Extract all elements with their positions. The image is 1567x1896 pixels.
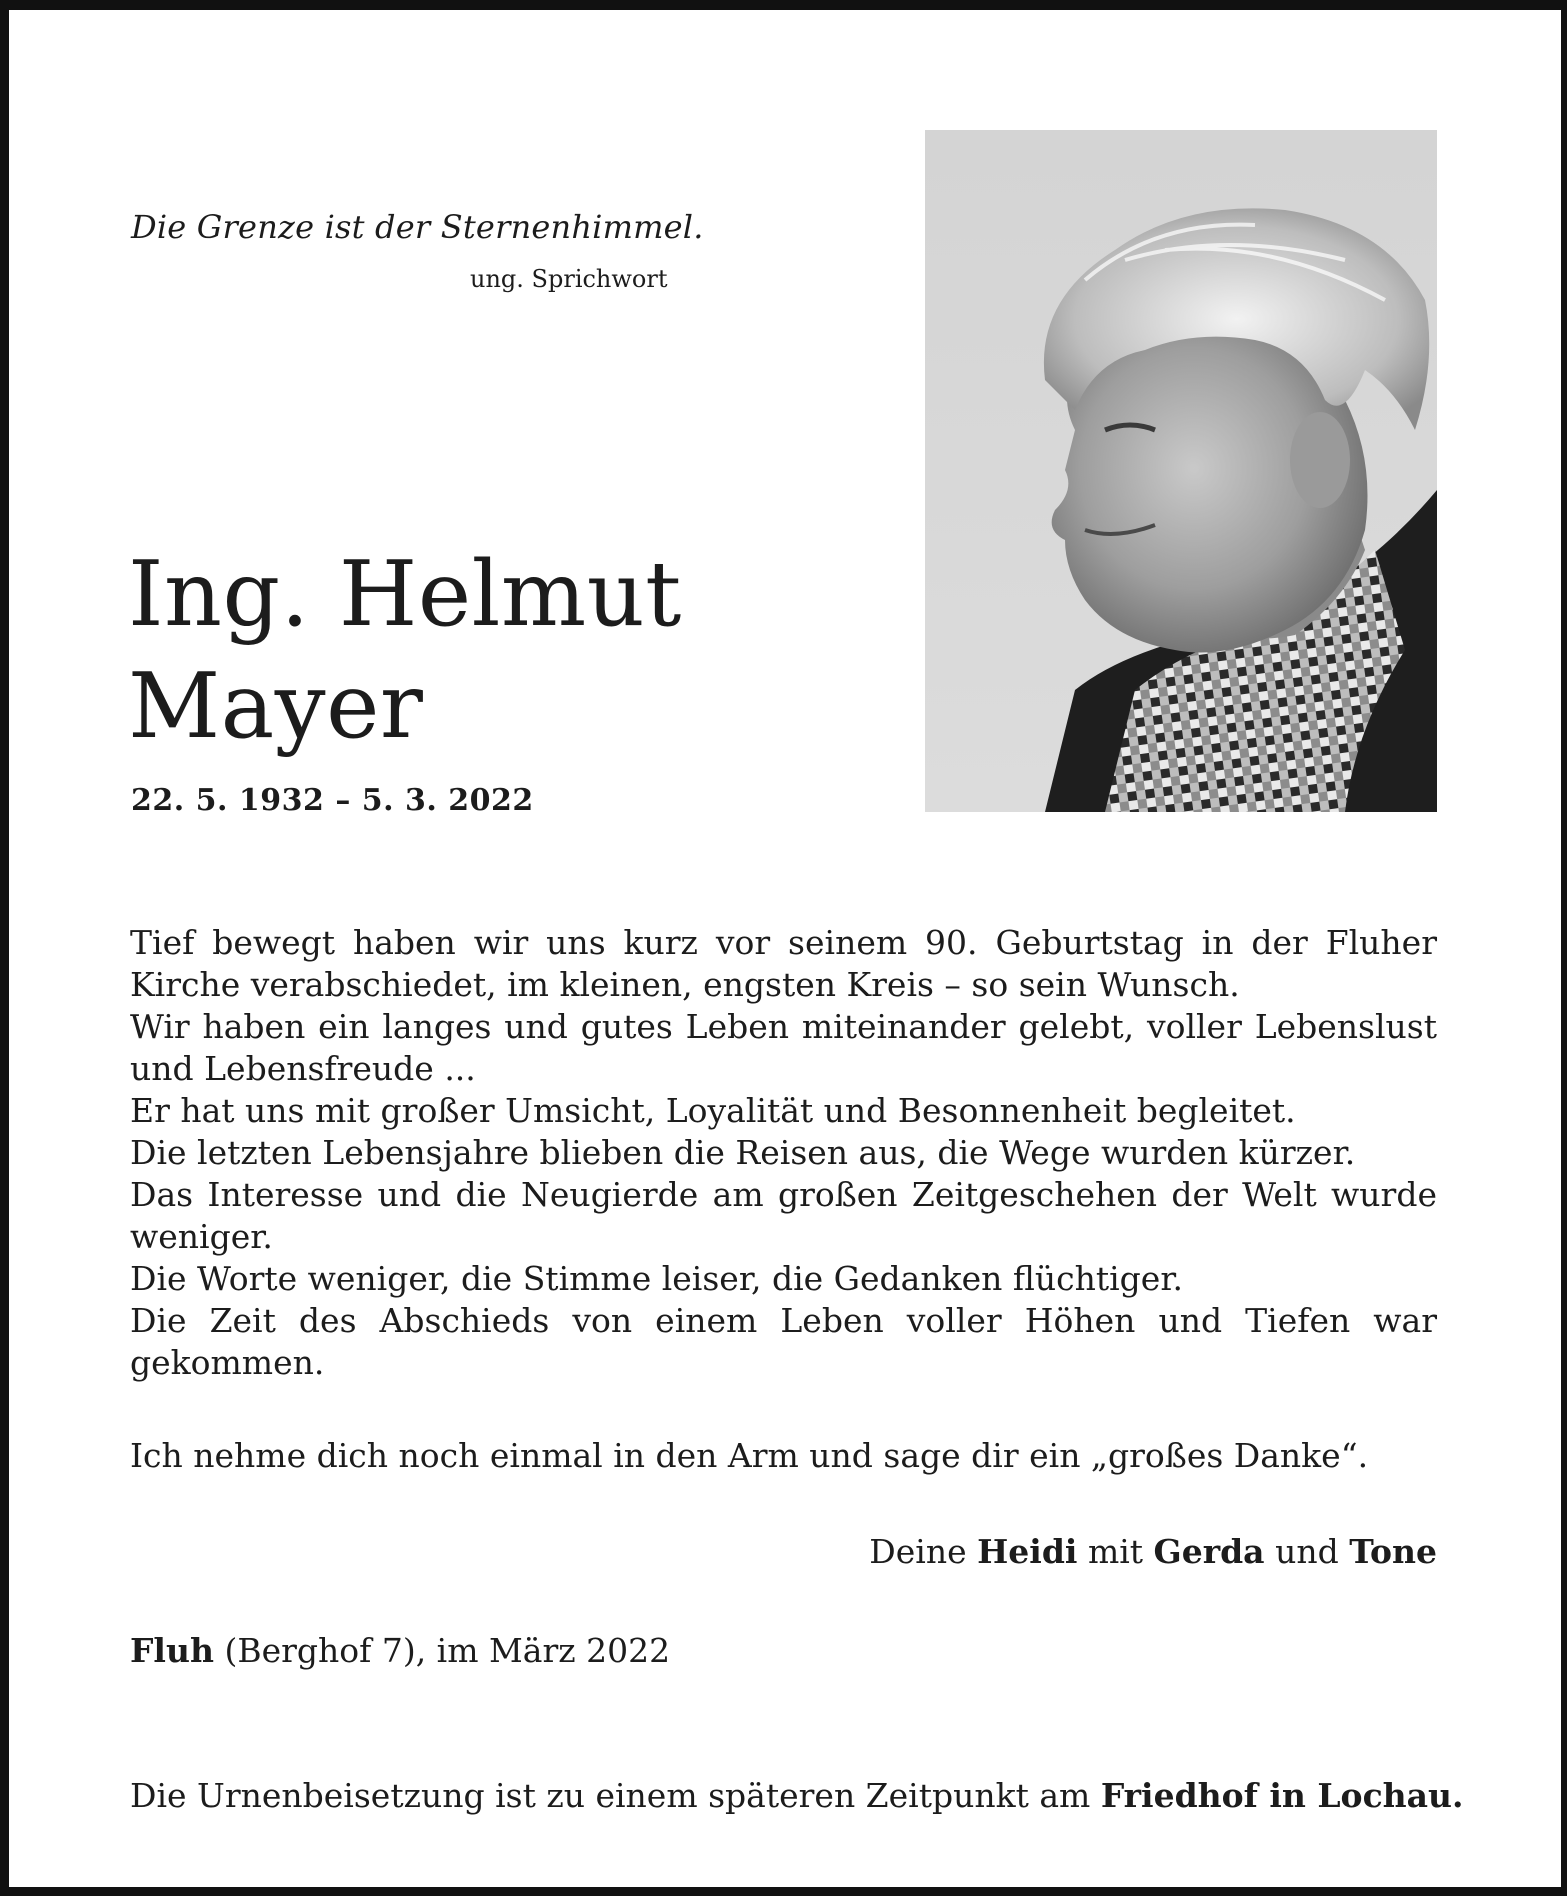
thanks-line: Ich nehme dich noch einmal in den Arm und sage dir ein „großes Danke“. xyxy=(130,1436,1369,1475)
signature xyxy=(869,1531,1437,1573)
life-dates: 22. 5. 1932 – 5. 3. 2022 xyxy=(131,783,534,818)
name-line-1: Ing. Helmut xyxy=(128,542,682,647)
place-date xyxy=(130,1630,670,1672)
place-rest: (Berghof 7), im März 2022 xyxy=(224,1631,671,1670)
place-town: Fluh xyxy=(130,1631,214,1670)
name-line-2: Mayer xyxy=(128,654,424,759)
portrait-photo xyxy=(925,130,1437,812)
body-line: Tief bewegt haben wir uns kurz vor seinem 90. Geburtstag in der Fluher Kirche verabschiedet, im kleinen, engsten Kreis – so sein Wunsch. xyxy=(130,923,1437,1004)
body-line: Die Worte weniger, die Stimme leiser, die Gedanken flüchtiger. xyxy=(130,1259,1183,1298)
deceased-name xyxy=(128,539,682,763)
portrait-image xyxy=(925,130,1437,812)
signature-connector: mit xyxy=(1087,1532,1144,1571)
signature-name-tone: Tone xyxy=(1349,1532,1437,1571)
signature-name-heidi: Heidi xyxy=(977,1532,1078,1571)
obituary-text xyxy=(130,922,1437,1384)
signature-prefix: Deine xyxy=(869,1532,967,1571)
burial-location: Friedhof in Lochau. xyxy=(1100,1776,1464,1815)
motto-quote: Die Grenze ist der Sternenhimmel. xyxy=(131,208,704,246)
motto-source: ung. Sprichwort xyxy=(470,265,668,293)
body-line: Die Zeit des Abschieds von einem Leben voller Höhen und Tiefen war gekommen. xyxy=(130,1301,1437,1382)
signature-name-gerda: Gerda xyxy=(1153,1532,1265,1571)
burial-notice xyxy=(130,1775,1464,1817)
body-line: Das Interesse und die Neugierde am großen Zeitgeschehen der Welt wurde weniger. xyxy=(130,1175,1437,1256)
signature-connector: und xyxy=(1275,1532,1339,1571)
body-line: Er hat uns mit großer Umsicht, Loyalität und Besonnenheit begleitet. xyxy=(130,1091,1296,1130)
body-line: Die letzten Lebensjahre blieben die Reisen aus, die Wege wurden kürzer. xyxy=(130,1133,1356,1172)
burial-text: Die Urnenbeisetzung ist zu einem späteren Zeitpunkt am xyxy=(130,1776,1091,1815)
body-line: Wir haben ein langes und gutes Leben miteinander gelebt, voller Lebenslust und Lebensfreude ... xyxy=(130,1007,1437,1088)
